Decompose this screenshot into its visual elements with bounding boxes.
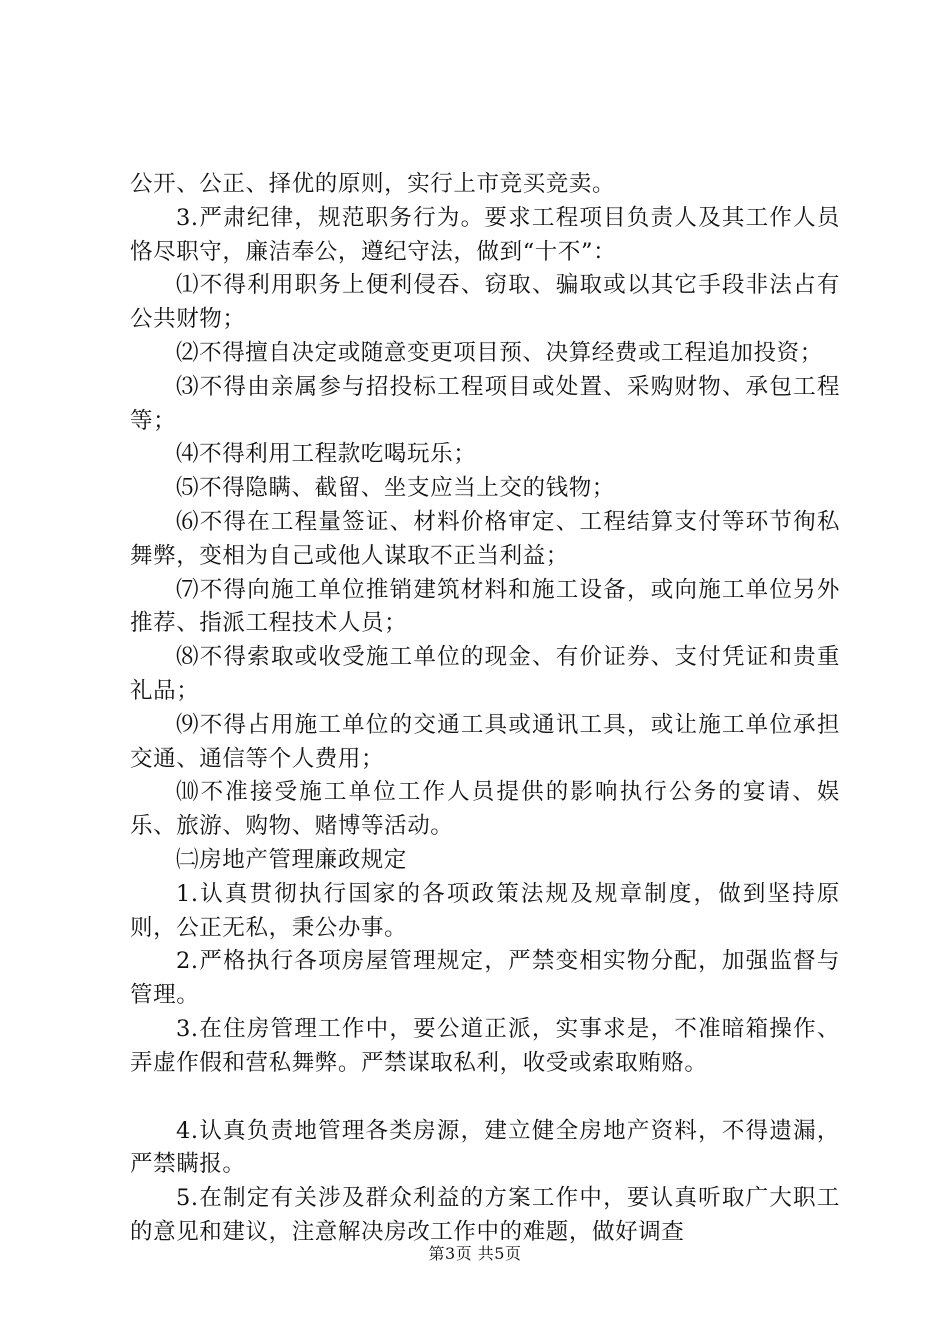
list-item-10: ⑽不准接受施工单位工作人员提供的影响执行公务的宴请、娱乐、旅游、购物、赌博等活动。 [130,779,840,840]
rule-1: 1.认真贯彻执行国家的各项政策法规及规章制度，做到坚持原则，公正无私，秉公办事。 [130,880,840,941]
rule-2: 2.严格执行各项房屋管理规定，严禁变相实物分配，加强监督与管理。 [130,948,840,1009]
list-item-9: ⑼不得占用施工单位的交通工具或通讯工具，或让施工单位承担交通、通信等个人费用； [130,711,840,772]
paragraph-2: 3.严肃纪律，规范职务行为。要求工程项目负责人及其工作人员恪尽职守，廉洁奉公，遵纪守法，做到“十不”： [130,204,840,265]
section-heading: ㈡房地产管理廉政规定 [176,846,408,873]
list-item-2: ⑵不得擅自决定或随意变更项目预、决算经费或工程追加投资； [176,339,823,366]
list-item-7: ⑺不得向施工单位推销建筑材料和施工设备，或向施工单位另外推荐、指派工程技术人员； [130,576,840,637]
list-item-4: ⑷不得利用工程款吃喝玩乐； [176,441,477,468]
list-item-3: ⑶不得由亲属参与招投标工程项目或处置、采购财物、承包工程等； [130,373,840,434]
rule-4: 4.认真负责地管理各类房源，建立健全房地产资料，不得遗漏，严禁瞒报。 [130,1117,840,1178]
paragraph-1: 公开、公正、择优的原则，实行上市竞买竞卖。 [130,171,616,197]
rule-5: 5.在制定有关涉及群众利益的方案工作中，要认真听取广大职工的意见和建议，注意解决房改工作中的难题，做好调查 [130,1185,840,1245]
rule-3: 3.在住房管理工作中，要公道正派，实事求是，不准暗箱操作、弄虚作假和营私舞弊。严禁谋取私利，收受或索取贿赂。 [130,1015,840,1076]
document-body [130,168,840,1250]
page-number-footer: 第3页 共5页 [428,1244,522,1263]
list-item-8: ⑻不得索取或收受施工单位的现金、有价证券、支付凭证和贵重礼品； [130,644,840,704]
list-item-5: ⑸不得隐瞒、截留、坐支应当上交的钱物； [176,475,615,502]
list-item-1: ⑴不得利用职务上便利侵吞、窃取、骗取或以其它手段非法占有公共财物； [130,272,840,333]
list-item-6: ⑹不得在工程量签证、材料价格审定、工程结算支付等环节徇私舞弊，变相为自己或他人谋取不正当利益； [130,508,840,569]
paragraph-gap [130,1081,840,1115]
